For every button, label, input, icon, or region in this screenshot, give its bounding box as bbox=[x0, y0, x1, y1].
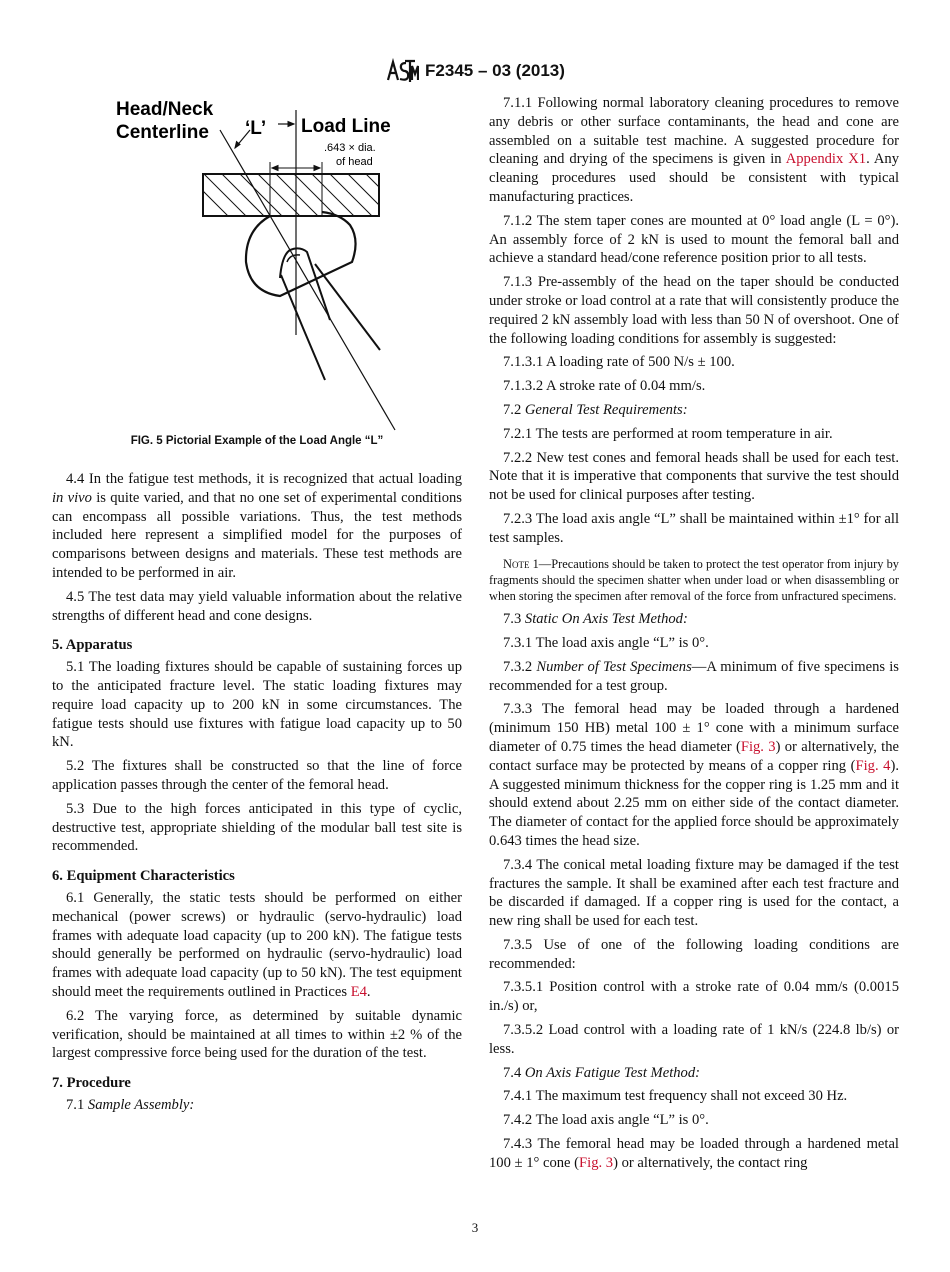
text-span: 4.4 In the fatigue test methods, it is recognized that actual loading bbox=[66, 471, 462, 487]
text-span: is quite varied, and that no one set of experimental conditions can encompass all possible variations. Thus, the test methods included here represent a simplified model for the purposes of comparisons between designs and materials. These test methods are intended to be performed in air. bbox=[52, 489, 462, 581]
astm-logo-icon bbox=[385, 58, 419, 84]
page-number: 3 bbox=[471, 1220, 479, 1235]
text-span: . bbox=[366, 983, 371, 1000]
paragraph bbox=[489, 353, 899, 372]
note-paragraph bbox=[489, 556, 899, 605]
text-span: 6.2 The varying force, as determined by suitable dynamic verification, should be maintained at all times to within ±2 % of the largest compressive force being used for the duration of the test. bbox=[52, 1007, 462, 1062]
cross-reference-link[interactable]: Appendix X1 bbox=[785, 151, 867, 168]
text-span: 7.2 bbox=[503, 401, 525, 418]
text-span: 7.4.1 The maximum test frequency shall not exceed 30 Hz. bbox=[503, 1088, 848, 1105]
paragraph bbox=[489, 978, 899, 1016]
paragraph bbox=[52, 757, 462, 795]
text-span: 7.1.3.2 A stroke rate of 0.04 mm/s. bbox=[503, 378, 706, 395]
paragraph bbox=[489, 1021, 899, 1059]
text-span: ). A suggested minimum thickness for the copper ring is 1.25 mm and it should extend about 2.25 mm on either side of the contact diameter. The diameter of contact for the applied force should be approximately 0.643 times the head size. bbox=[489, 757, 899, 849]
standard-designation: F2345 – 03 (2013) bbox=[425, 61, 565, 80]
text-span: ) or alternatively, the contact surface may be protected by means of a copper ring ( bbox=[489, 738, 899, 774]
figure-caption: FIG. 5 Pictorial Example of the Load Angle “L” bbox=[130, 435, 384, 447]
paragraph bbox=[489, 273, 899, 348]
page-header bbox=[0, 58, 950, 84]
paragraph bbox=[489, 1111, 899, 1130]
section-heading bbox=[52, 867, 462, 886]
text-span: 7.3.5.2 Load control with a loading rate of 1 kN/s (224.8 lb/s) or less. bbox=[489, 1022, 899, 1057]
text-span: in vivo bbox=[52, 489, 92, 506]
cross-reference-link[interactable]: E4 bbox=[350, 983, 367, 1000]
paragraph bbox=[52, 800, 462, 856]
figure-label-centerline: Centerline bbox=[116, 122, 209, 143]
paragraph bbox=[489, 425, 899, 444]
text-span: 7. Procedure bbox=[52, 1075, 131, 1092]
text-span: 5.3 Due to the high forces anticipated in this type of cyclic, destructive test, appropriate shielding of the modular ball test site is recommended. bbox=[52, 800, 462, 855]
text-span: 7.3.5.1 Position control with a stroke rate of 0.04 mm/s (0.0015 in./s) or, bbox=[489, 979, 899, 1015]
figure-load-angle-diagram bbox=[100, 90, 480, 435]
figure-label-head-neck: Head/Neck bbox=[116, 99, 214, 120]
text-span: 7.3.3 The femoral head may be loaded through a hardened (minimum 150 HB) metal 100 ± 1° cone with a minimum surface diameter of 0.75 times the head diameter ( bbox=[489, 701, 899, 755]
paragraph bbox=[52, 1096, 462, 1115]
text-span: 6. Equipment Characteristics bbox=[52, 868, 235, 885]
paragraph bbox=[52, 588, 462, 626]
text-span: —A minimum of five specimens is recommended for a test group. bbox=[489, 658, 899, 694]
text-span: 6.1 Generally, the static tests should be performed on either mechanical (power screws) or hydraulic (servo-hydraulic) load frames with adequate load capacity (up to 200 kN). The fatigue tests should generally be performed on hydraulic (servo-hydraulic) load frames with adequate load capacity (up to 50 kN). The test equipment should meet the requirements outlined in Practices bbox=[52, 889, 462, 1000]
text-span: 7.3.4 The conical metal loading fixture may be damaged if the test fractures the sample. It shall be examined after each test fracture and be discarded if damaged. If a copper ring is used for the contact, a new ring shall be used for each test. bbox=[489, 856, 899, 930]
text-span: General Test Requirements: bbox=[524, 401, 688, 418]
cross-reference-link[interactable]: Fig. 4 bbox=[855, 757, 891, 774]
text-span: 7.1.3.1 A loading rate of 500 N/s ± 100. bbox=[503, 354, 735, 371]
text-span: 7.3.2 bbox=[503, 658, 537, 675]
text-span: 7.3 bbox=[503, 611, 525, 628]
paragraph bbox=[52, 1007, 462, 1063]
figure-label-l: ‘L’ bbox=[245, 118, 267, 139]
cross-reference-link[interactable]: Fig. 3 bbox=[740, 738, 776, 755]
paragraph bbox=[52, 658, 462, 752]
text-span: 7.4.2 The load axis angle “L” is 0°. bbox=[503, 1112, 709, 1129]
text-span: 7.3.5 Use of one of the following loading conditions are recommended: bbox=[489, 936, 899, 972]
section-heading bbox=[52, 1074, 462, 1093]
text-span: 7.2.3 The load axis angle “L” shall be maintained within ±1° for all test samples. bbox=[489, 510, 899, 546]
paragraph bbox=[489, 449, 899, 505]
paragraph bbox=[489, 401, 899, 420]
cross-reference-link[interactable]: Fig. 3 bbox=[579, 1154, 614, 1171]
paragraph bbox=[489, 634, 899, 653]
text-span: . Any cleaning procedures used should be consistent with typical manufacturing practices. bbox=[489, 151, 900, 205]
paragraph bbox=[489, 1135, 899, 1173]
text-span: Sample Assembly: bbox=[87, 1096, 195, 1113]
text-span: 4.5 The test data may yield valuable information about the relative strengths of different head and cone designs. bbox=[52, 588, 462, 624]
paragraph bbox=[489, 658, 899, 696]
paragraph bbox=[489, 1064, 899, 1083]
text-span: 7.1.3 Pre-assembly of the head on the taper should be conducted under stroke or load control at a rate that will consistently produce the required 2 kN assembly load with less than 50 N of overshoot. One of the following loading conditions for assembly is suggested: bbox=[489, 274, 899, 347]
text-span: —Precautions should be taken to protect the test operator from injury by fragments should the specimen shatter when under load or when disassembling or when storing the specimen after removal of the force from unfractured specimens. bbox=[489, 556, 899, 603]
text-span: ) or alternatively, the contact ring bbox=[613, 1154, 808, 1171]
text-span: 7.2.1 The tests are performed at room temperature in air. bbox=[503, 425, 833, 442]
text-span: 5.1 The loading fixtures should be capable of sustaining forces up to the anticipated fracture level. The static loading fixtures may require load capacity up to 200 kN in some circumstances. The fatigue tests should use fixtures with fatigue load capacity up to 50 kN. bbox=[52, 659, 462, 751]
figure-label-dia: .643 × dia. bbox=[324, 142, 376, 154]
figure-label-load-line: Load Line bbox=[301, 116, 391, 137]
text-span: Static On Axis Test Method: bbox=[524, 611, 688, 628]
paragraph bbox=[489, 856, 899, 931]
text-span: On Axis Fatigue Test Method: bbox=[524, 1064, 701, 1081]
paragraph bbox=[489, 610, 899, 629]
paragraph bbox=[52, 889, 462, 1002]
paragraph bbox=[489, 510, 899, 548]
figure-label-of-head: of head bbox=[336, 156, 373, 168]
paragraph bbox=[489, 700, 899, 850]
section-heading bbox=[52, 636, 462, 655]
paragraph bbox=[489, 377, 899, 396]
text-span: 7.3.1 The load axis angle “L” is 0°. bbox=[503, 634, 709, 651]
paragraph bbox=[489, 936, 899, 974]
paragraph bbox=[489, 212, 899, 268]
text-span: 7.1 bbox=[66, 1096, 88, 1113]
text-span: 7.4.3 The femoral head may be loaded through a hardened metal 100 ± 1° cone ( bbox=[489, 1136, 899, 1171]
text-span: 5. Apparatus bbox=[52, 637, 133, 654]
text-span: 5.2 The fixtures shall be constructed so that the line of force application passes through the center of the femoral head. bbox=[52, 758, 462, 793]
text-span: 7.4 bbox=[503, 1064, 525, 1081]
left-column bbox=[52, 470, 462, 1120]
paragraph bbox=[489, 94, 899, 207]
paragraph bbox=[52, 470, 462, 583]
text-span: 7.2.2 New test cones and femoral heads shall be used for each test. Note that it is imperative that components that survive the test should not be used for clinical purposes after testing. bbox=[489, 449, 899, 504]
text-span: 7.1.1 Following normal laboratory cleaning procedures to remove any debris or other surface contaminants, the head and cone are assembled on a suitable test machine. A suggested procedure for cleaning and drying of the specimens is given in bbox=[489, 95, 899, 168]
text-span: Note 1 bbox=[503, 556, 539, 571]
paragraph bbox=[489, 1087, 899, 1106]
text-span: 7.1.2 The stem taper cones are mounted at 0° load angle (L = 0°). An assembly force of 2 kN is used to mount the femoral ball and achieve a standard head/cone reference position prior to all tests. bbox=[489, 212, 899, 267]
text-span: Number of Test Specimens bbox=[536, 658, 692, 675]
right-column bbox=[489, 94, 899, 1178]
